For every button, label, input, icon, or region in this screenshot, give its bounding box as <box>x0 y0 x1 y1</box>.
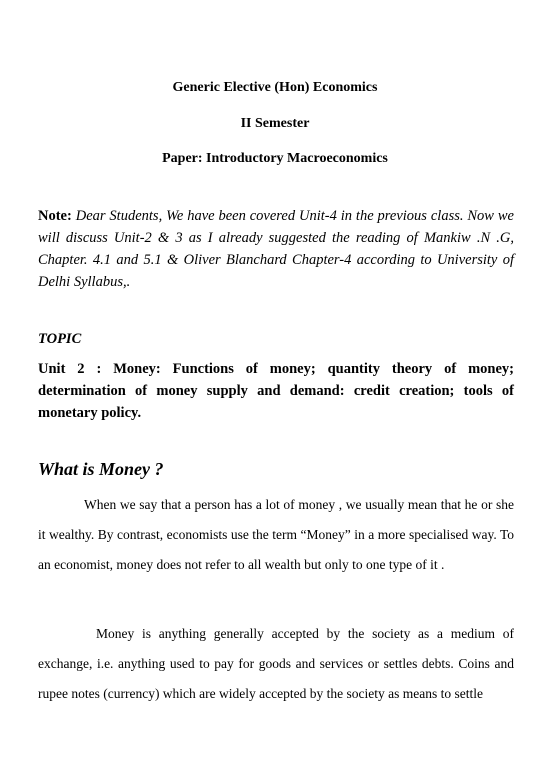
course-title: Generic Elective (Hon) Economics <box>172 80 378 95</box>
note-label: Note: <box>38 208 72 224</box>
topic-label: TOPIC <box>38 331 82 347</box>
section-heading: What is Money ? <box>38 459 164 479</box>
note-text: Dear Students, We have been covered Unit-4 in the previous class. Now we will discuss Unit-2 & 3 as I already suggested the reading of Mankiw .N .G, Chapter. 4.1 and 5.1 & Oliver Blanchard Chapter-4 according to University of Delhi Syllabus,. <box>38 208 514 290</box>
semester-label: II Semester <box>240 116 310 131</box>
body-paragraph-2: Money is anything generally accepted by the society as a medium of exchange, i.e. anything used to pay for goods and services or settles debts. Coins and rupee notes (currency) which are widely accepted by the society as means to settle <box>38 626 514 701</box>
body-paragraph-1: When we say that a person has a lot of money , we usually mean that he or she it wealthy. By contrast, economists use the term “Money” in a more specialised way. To an economist, money does not refer to all wealth but only to one type of it . <box>38 497 514 572</box>
unit-description: Unit 2 : Money: Functions of money; quantity theory of money; determination of money supply and demand: credit creation; tools of monetary policy. <box>38 361 514 421</box>
note-paragraph <box>38 205 514 293</box>
paper-title: Paper: Introductory Macroeconomics <box>162 151 388 166</box>
